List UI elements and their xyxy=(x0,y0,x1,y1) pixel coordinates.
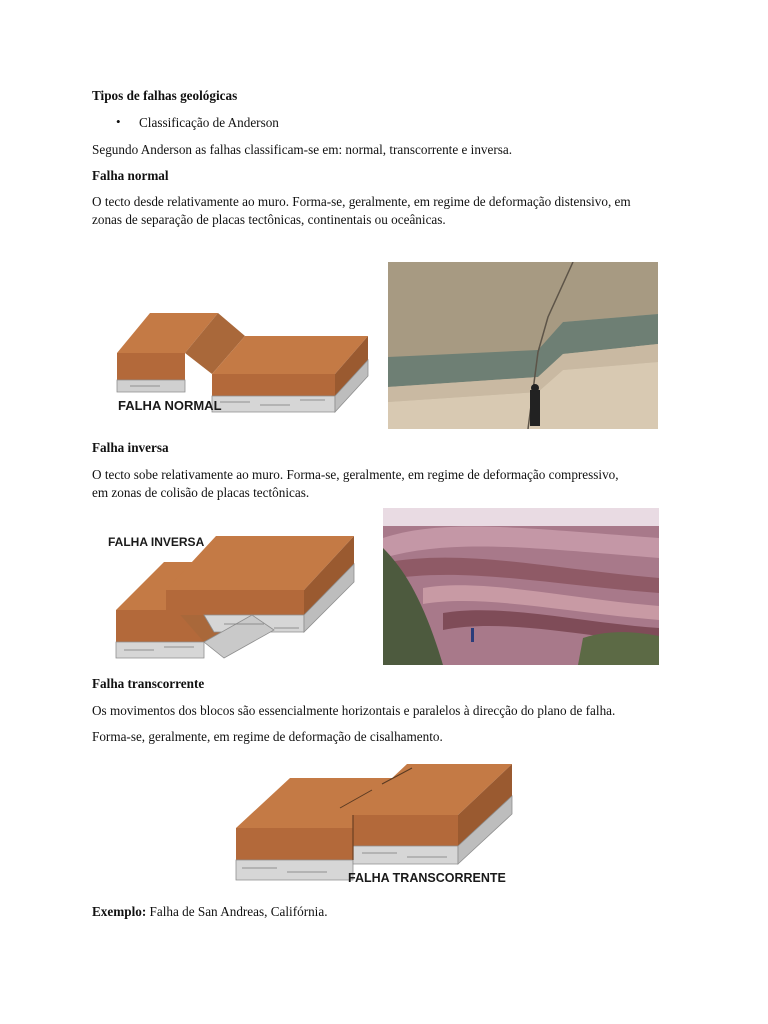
strike-right-rock-layer xyxy=(353,846,458,864)
intro-paragraph: Segundo Anderson as falhas classificam-se em: normal, transcorrente e inversa. xyxy=(92,142,513,157)
person-silhouette xyxy=(530,390,540,426)
strike-right-block-front xyxy=(353,815,458,846)
reverse-fault-diagram xyxy=(104,530,360,664)
normal-text-line2: zonas de separação de placas tectônicas, continentais ou oceânicas. xyxy=(92,212,446,227)
heading-falha-normal: Falha normal xyxy=(92,168,169,183)
inversa-text-line2: em zonas de colisão de placas tectônicas. xyxy=(92,485,310,500)
example-line xyxy=(92,902,328,921)
normal-right-rock-layer xyxy=(212,396,335,412)
page-title: Tipos de falhas geológicas xyxy=(92,88,238,103)
heading-falha-transcorrente: Falha transcorrente xyxy=(92,676,205,691)
normal-text-line1: O tecto desde relativamente ao muro. Forma-se, geralmente, em regime de deformação distensivo, em xyxy=(92,194,631,209)
normal-diagram-label: FALHA NORMAL xyxy=(118,398,222,413)
strike-left-block-front xyxy=(236,828,353,860)
normal-left-block-front xyxy=(117,353,185,380)
reverse-diagram-label: FALHA INVERSA xyxy=(108,535,205,549)
transcorrente-text-line2: Forma-se, geralmente, em regime de deformação de cisalhamento. xyxy=(92,729,443,744)
bullet-item: Classificação de Anderson xyxy=(139,115,279,130)
example-text: Falha de San Andreas, Califórnia. xyxy=(146,904,328,919)
inversa-text-line1: O tecto sobe relativamente ao muro. Forma-se, geralmente, em regime de deformação compressivo, xyxy=(92,467,619,482)
transcorrente-text-line1: Os movimentos dos blocos são essencialmente horizontais e paralelos à direcção do plano de falha. xyxy=(92,703,616,718)
reverse-fault-photo xyxy=(383,508,659,665)
heading-falha-inversa: Falha inversa xyxy=(92,440,169,455)
example-label: Exemplo: xyxy=(92,904,147,919)
normal-right-block-front xyxy=(212,374,335,396)
bullet-icon: • xyxy=(116,114,121,129)
normal-fault-photo xyxy=(388,262,658,429)
normal-fault-diagram xyxy=(110,308,372,416)
strike-left-rock-layer xyxy=(236,860,353,880)
reverse-upper-block-front xyxy=(166,590,304,615)
strike-slip-diagram-label: FALHA TRANSCORRENTE xyxy=(348,871,506,885)
strike-slip-fault-diagram xyxy=(232,760,522,886)
